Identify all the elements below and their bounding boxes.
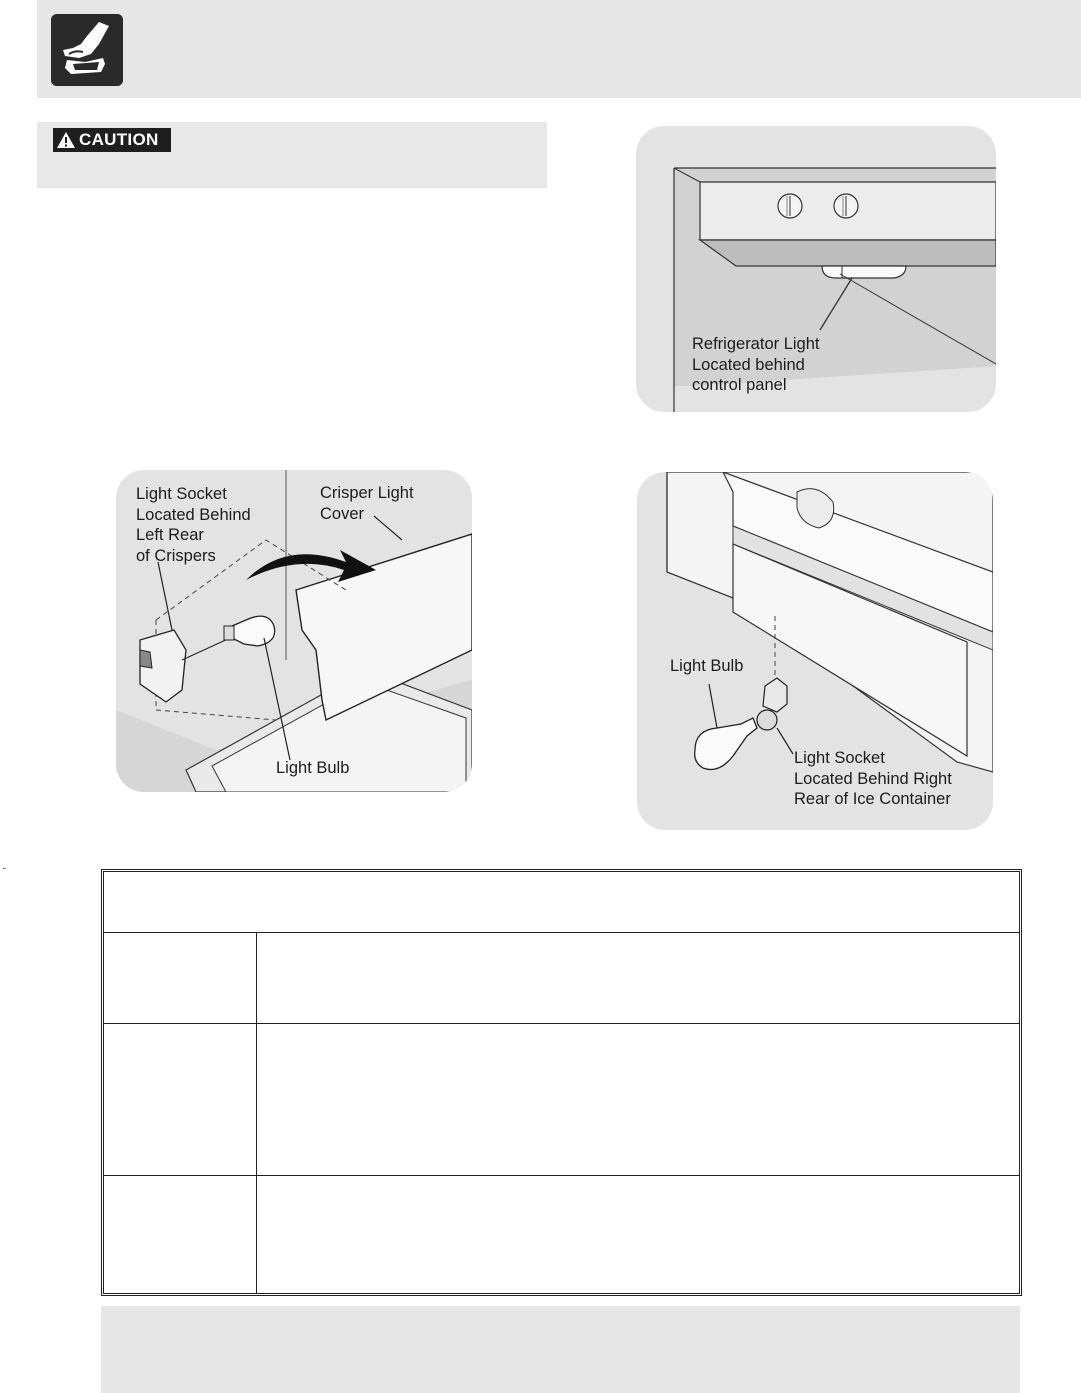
caution-badge <box>53 128 171 152</box>
ice-bulb-caption: Light Bulb <box>670 657 744 675</box>
header-band <box>37 0 1081 98</box>
ice-container-light-figure <box>637 472 993 830</box>
hand-care-icon <box>51 14 123 86</box>
footer-band <box>101 1306 1020 1393</box>
warning-triangle-icon <box>53 128 79 152</box>
crisper-cover-caption: Crisper Light Cover <box>320 484 414 523</box>
crisper-bulb-caption: Light Bulb <box>276 759 350 777</box>
table-row-divider <box>104 932 1019 933</box>
caution-label: CAUTION <box>79 130 159 149</box>
crisper-socket-caption: Light Socket Located Behind Left Rear of Crispers <box>136 485 251 565</box>
refrigerator-light-caption: Refrigerator Light Located behind control panel <box>692 335 820 395</box>
table-row-divider <box>104 1023 1019 1024</box>
margin-mark <box>3 868 6 869</box>
table-row-divider <box>104 1175 1019 1176</box>
table-column-divider <box>256 933 257 1293</box>
refrigerator-light-figure <box>636 126 996 412</box>
crisper-light-figure <box>116 470 472 792</box>
ice-socket-caption: Light Socket Located Behind Right Rear of Ice Container <box>794 749 952 809</box>
info-table <box>101 869 1022 1296</box>
